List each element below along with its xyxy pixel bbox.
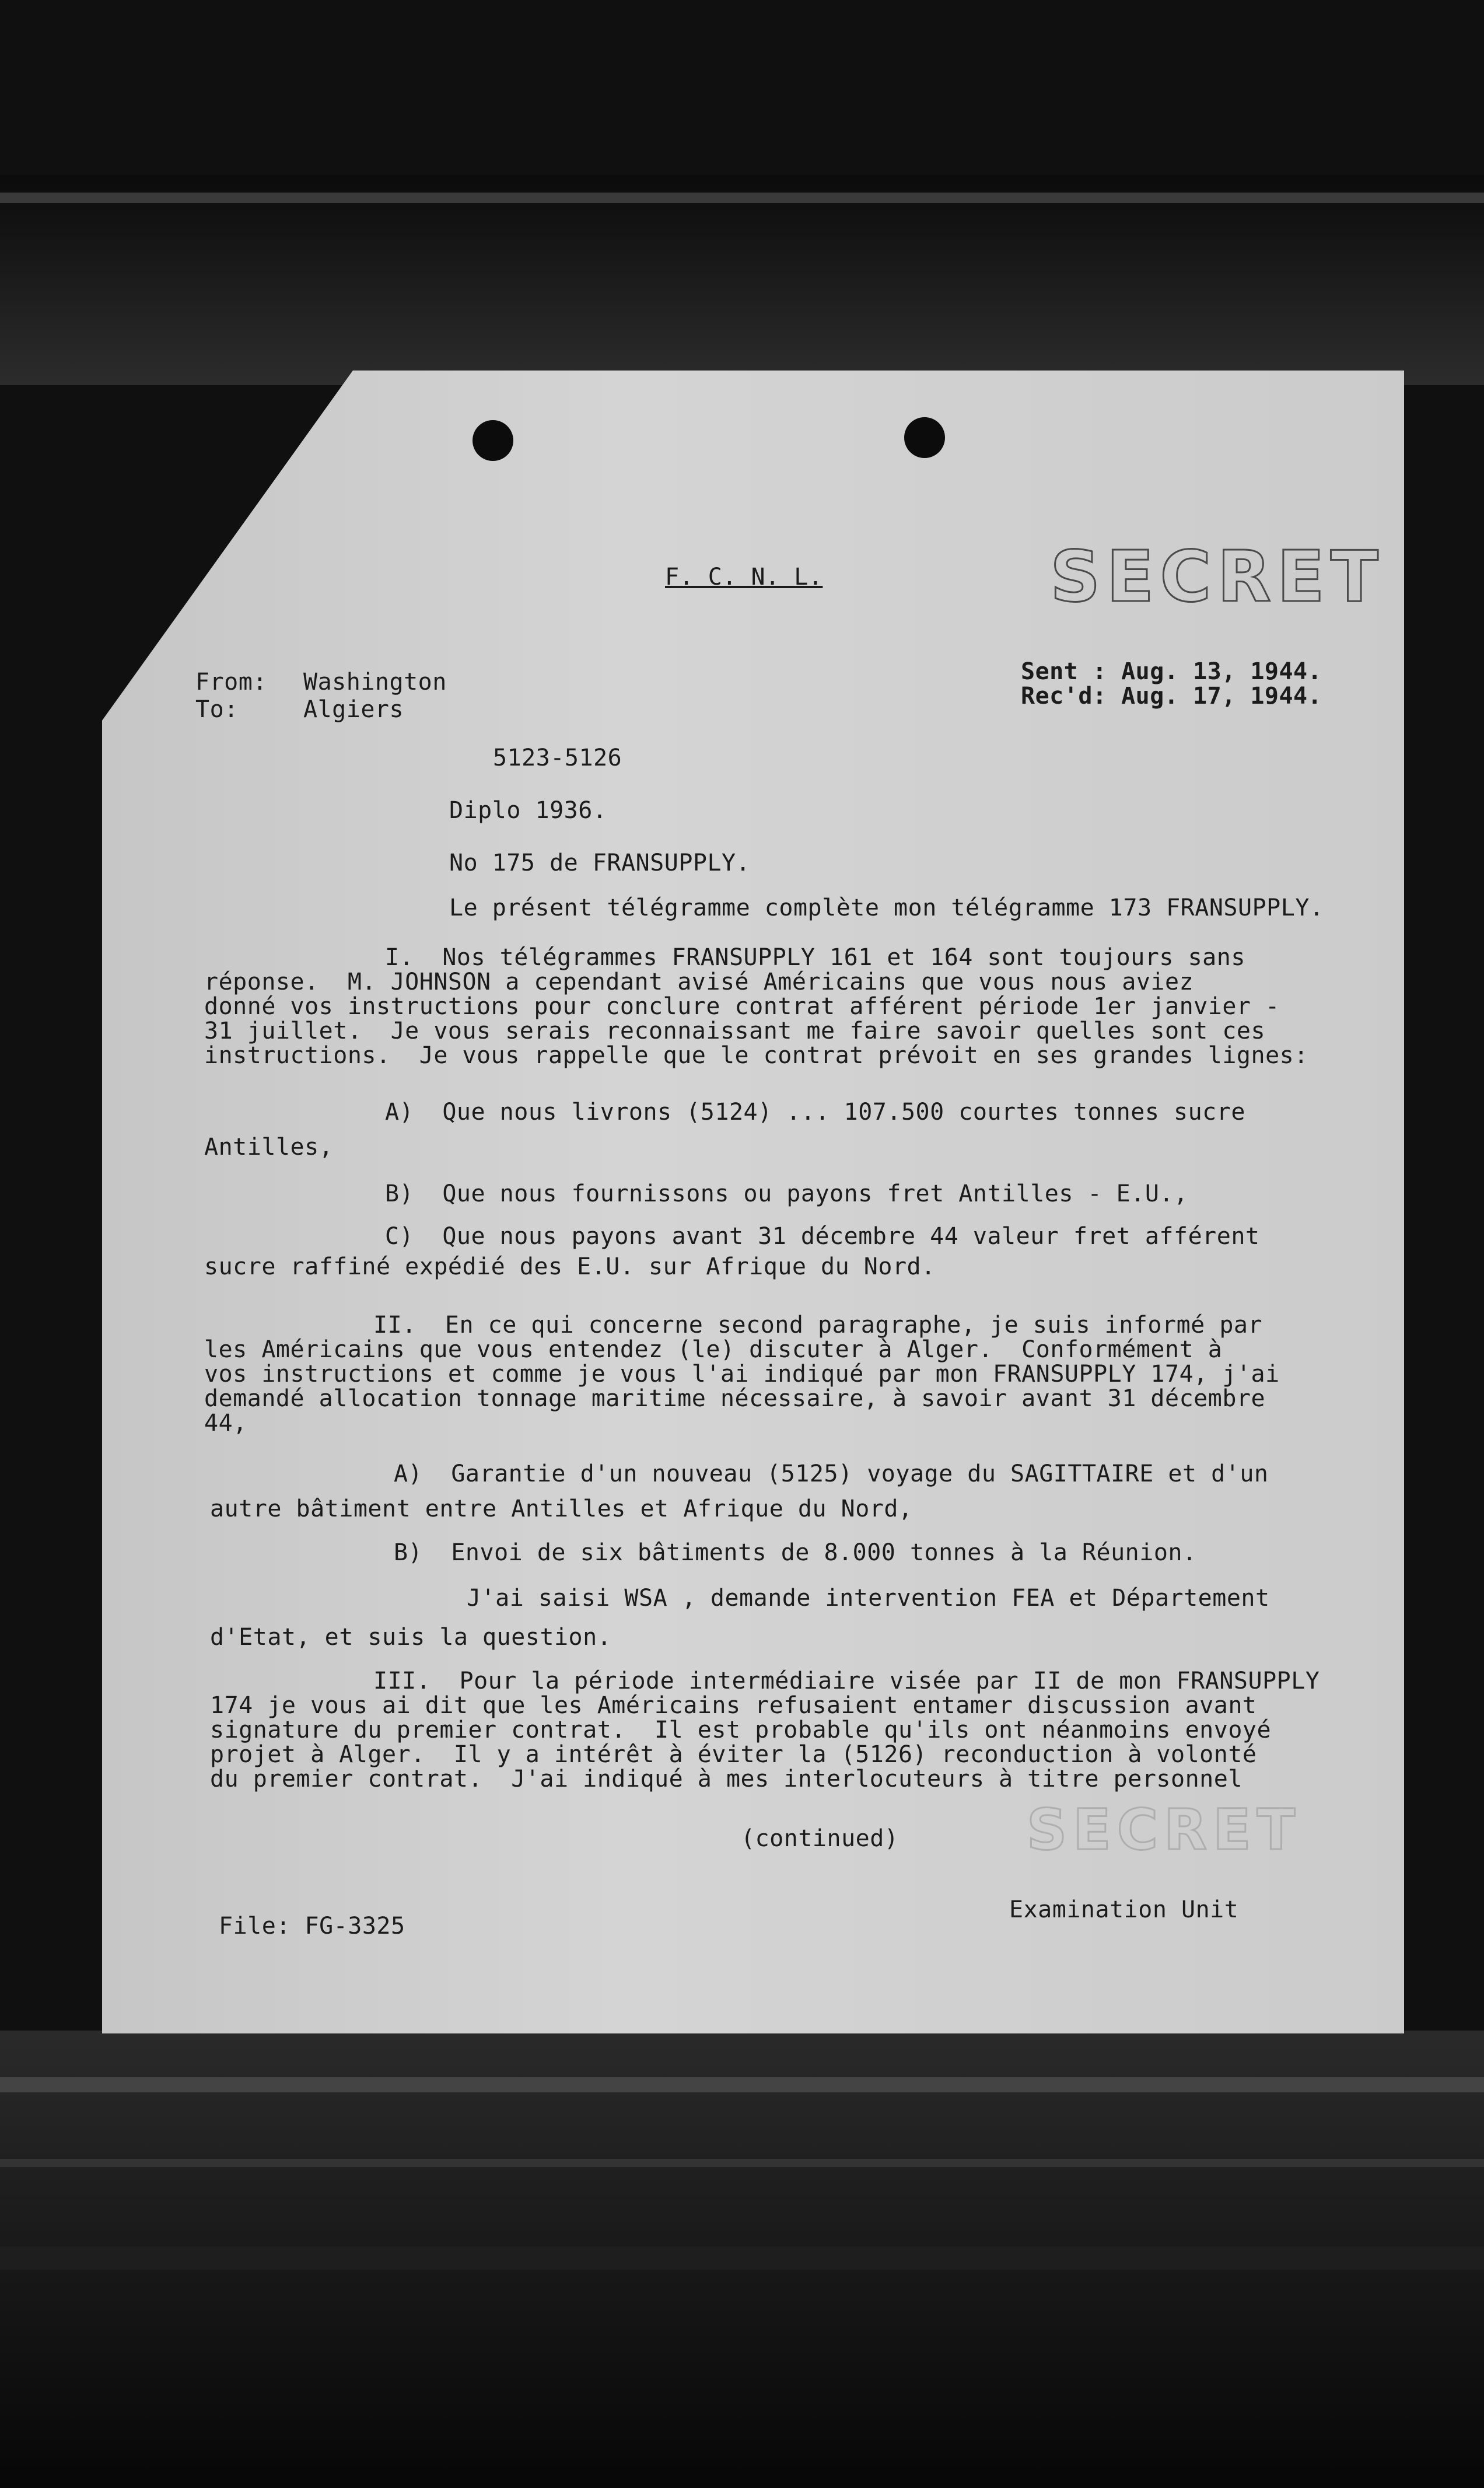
item-a1-line: Antilles, [204, 1134, 334, 1161]
from-value: Washington [303, 669, 447, 696]
to-label: To: [195, 696, 239, 723]
film-stripe [0, 2246, 1484, 2270]
from-label: From: [195, 669, 267, 696]
fransupply-number: No 175 de FRANSUPPLY. [449, 850, 751, 876]
secret-stamp-faded: SECRET [1027, 1797, 1301, 1862]
film-band-top [0, 175, 1484, 385]
item-a1-line: A) Que nous livrons (5124) ... 107.500 courtes tonnes sucre [385, 1099, 1245, 1126]
file-number: File: FG-3325 [219, 1913, 405, 1940]
para-1-line: 31 juillet. Je vous serais reconnaissant me faire savoir quelles sont ces [204, 1018, 1266, 1044]
para-3-line: 174 je vous ai dit que les Américains refusaient entamer discussion avant [210, 1692, 1257, 1719]
para-2-line: les Américains que vous entendez (le) discuter à Alger. Conformément à [204, 1336, 1223, 1363]
para-3-line: III. Pour la période intermédiaire visée par II de mon FRANSUPPLY [373, 1668, 1320, 1694]
item-c1-line: sucre raffiné expédié des E.U. sur Afrique du Nord. [204, 1253, 936, 1280]
punch-hole-right [904, 417, 945, 458]
wsa-line: d'Etat, et suis la question. [210, 1624, 612, 1651]
wsa-line: J'ai saisi WSA , demande intervention FEA et Département [467, 1585, 1270, 1612]
item-a2-line: A) Garantie d'un nouveau (5125) voyage du SAGITTAIRE et d'un [394, 1460, 1269, 1487]
to-value: Algiers [303, 696, 404, 723]
para-1-line: instructions. Je vous rappelle que le contrat prévoit en ses grandes lignes: [204, 1042, 1308, 1069]
intro-line: Le présent télégramme complète mon télégramme 173 FRANSUPPLY. [449, 894, 1324, 921]
punch-hole-left [473, 420, 513, 461]
sent-date: Sent : Aug. 13, 1944. [1021, 658, 1322, 685]
para-3-line: signature du premier contrat. Il est probable qu'ils ont néanmoins envoyé [210, 1717, 1272, 1743]
item-c1-line: C) Que nous payons avant 31 décembre 44 valeur fret afférent [385, 1223, 1260, 1250]
received-date: Rec'd: Aug. 17, 1944. [1021, 683, 1322, 710]
group-numbers: 5123-5126 [493, 745, 622, 771]
para-2-line: II. En ce qui concerne second paragraphe, je suis informé par [373, 1312, 1263, 1339]
continued-marker: (continued) [741, 1825, 899, 1852]
diplo-number: Diplo 1936. [449, 797, 607, 824]
item-b1: B) Que nous fournissons ou payons fret Antilles - E.U., [385, 1180, 1188, 1207]
item-b2: B) Envoi de six bâtiments de 8.000 tonnes à la Réunion. [394, 1539, 1197, 1566]
secret-stamp: SECRET [1050, 537, 1384, 618]
film-stripe [0, 2159, 1484, 2167]
film-stripe [0, 2077, 1484, 2092]
para-2-line: 44, [204, 1410, 247, 1437]
examination-unit: Examination Unit [1009, 1896, 1239, 1923]
item-a2-line: autre bâtiment entre Antilles et Afrique du Nord, [210, 1495, 913, 1522]
film-stripe [0, 193, 1484, 203]
para-3-line: du premier contrat. J'ai indiqué à mes interlocuteurs à titre personnel [210, 1766, 1242, 1792]
para-1-line: donné vos instructions pour conclure contrat afférent période 1er janvier - [204, 993, 1280, 1020]
para-1-line: réponse. M. JOHNSON a cependant avisé Américains que vous nous aviez [204, 969, 1194, 995]
para-1-line: I. Nos télégrammes FRANSUPPLY 161 et 164 sont toujours sans [385, 944, 1245, 971]
para-3-line: projet à Alger. Il y a intérêt à éviter la (5126) reconduction à volonté [210, 1741, 1257, 1768]
para-2-line: vos instructions et comme je vous l'ai indiqué par mon FRANSUPPLY 174, j'ai [204, 1361, 1280, 1388]
para-2-line: demandé allocation tonnage maritime nécessaire, à savoir avant 31 décembre [204, 1385, 1266, 1412]
org-heading: F. C. N. L. [665, 564, 823, 590]
